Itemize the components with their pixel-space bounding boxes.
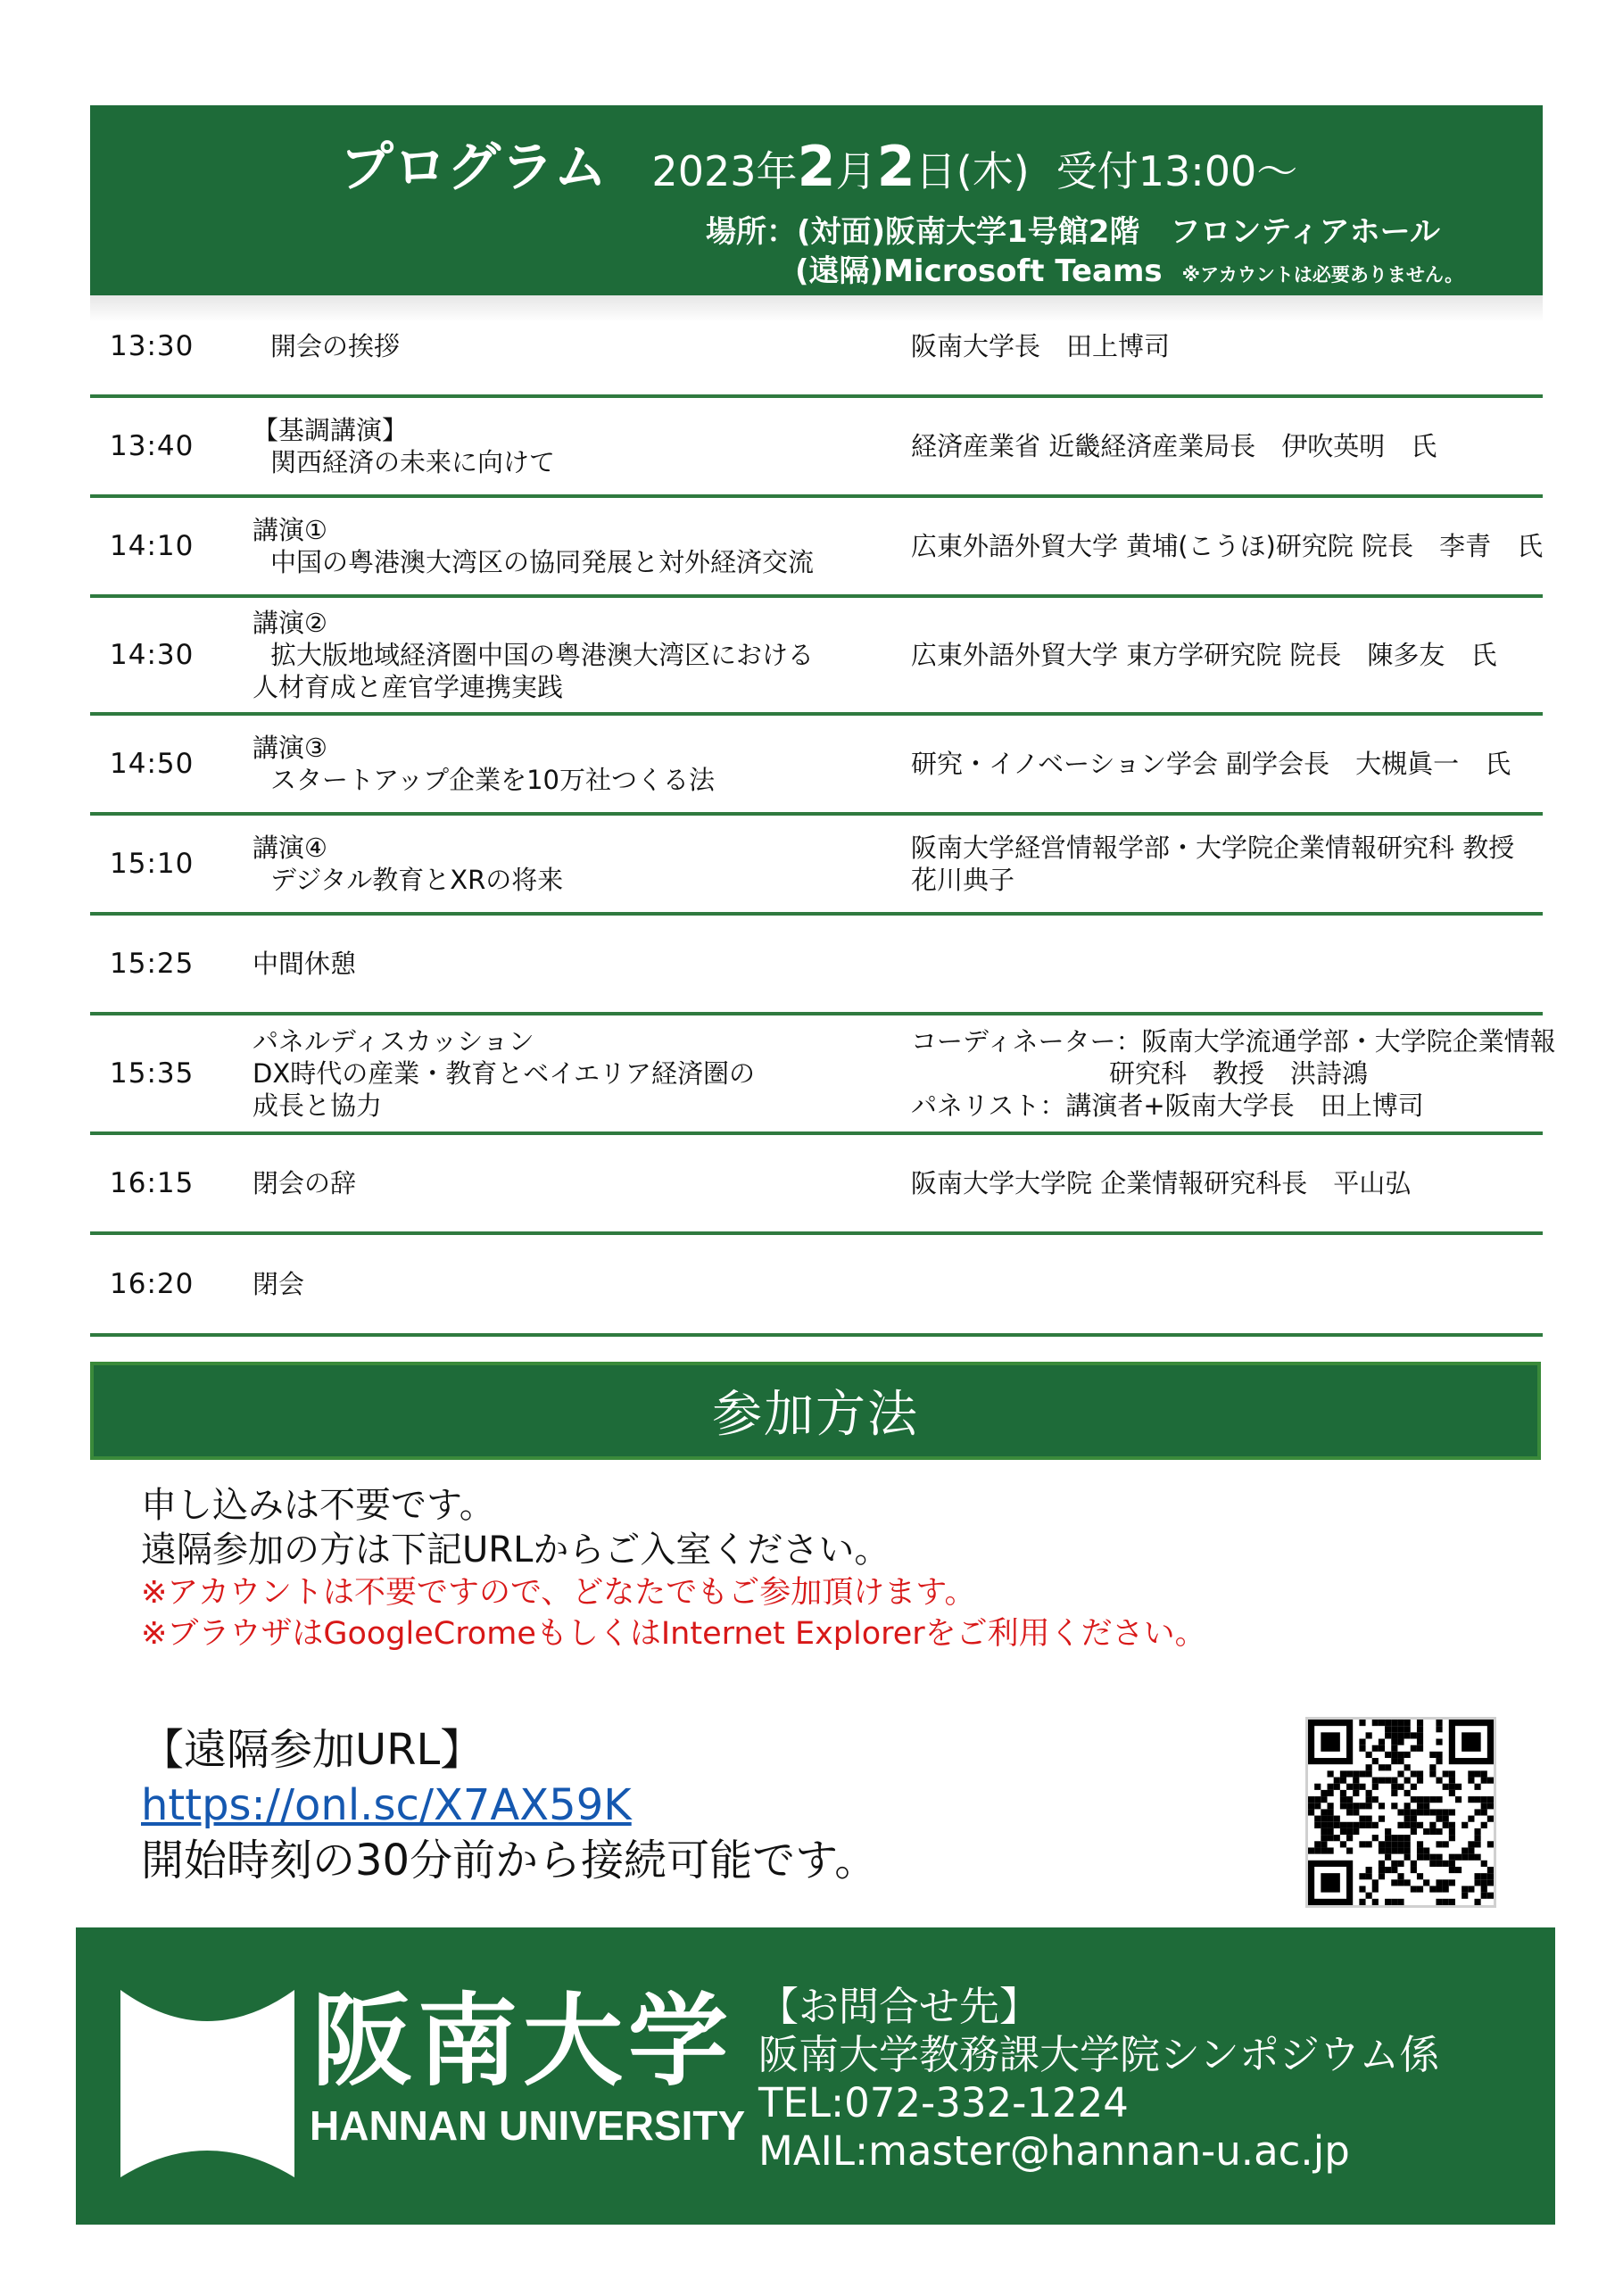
program-header — [90, 105, 1543, 295]
row-speaker — [911, 832, 1514, 896]
row-title-wrap — [253, 1268, 304, 1300]
venue-remote-line — [706, 252, 1463, 294]
venue-note: ※アカウントは必要ありません。 — [1181, 264, 1464, 286]
row-time: 13:40 — [110, 430, 195, 462]
row-time: 16:15 — [110, 1167, 195, 1199]
row-label: 講演④ — [253, 833, 327, 863]
participation-line: 遠隔参加の方は下記URLからご入室ください。 — [141, 1529, 890, 1571]
row-title-wrap — [253, 330, 400, 362]
program-title: プログラム — [340, 137, 608, 199]
date-month-suffix: 月 — [835, 147, 877, 195]
speaker-line: 阪南大学経営情報学部・大学院企業情報研究科 教授 — [911, 833, 1515, 863]
row-title: 中間休憩 — [253, 949, 357, 979]
speaker-line: パネリスト：講演者+阪南大学長 田上博司 — [911, 1090, 1424, 1121]
remote-url-link[interactable]: https://onl.sc/X7AX59K — [141, 1780, 632, 1830]
speaker-line: 研究・イノベーション学会 副学会長 大槻眞一 氏 — [911, 749, 1511, 779]
reception-time: 受付13:00～ — [1056, 147, 1298, 195]
participation-note: ※ブラウザはGoogleCromeもしくはInternet Explorerをご利用ください。 — [141, 1616, 1206, 1652]
qr-code[interactable] — [1305, 1717, 1496, 1908]
date-day: 2 — [876, 134, 915, 199]
contact-mail[interactable]: MAIL:master@hannan-u.ac.jp — [758, 2127, 1350, 2175]
program-title-line — [340, 125, 1297, 202]
venue-remote: (遠隔)Microsoft Teams — [795, 253, 1163, 289]
row-title: 関西経済の未来に向けて — [270, 447, 556, 477]
row-title: 中国の粤港澳大湾区の協同発展と対外経済交流 — [270, 547, 815, 577]
participation-body — [141, 1483, 1206, 1654]
hannan-logo-icon — [120, 1990, 294, 2177]
speaker-line: 花川典子 — [911, 865, 1015, 895]
schedule-row — [90, 598, 1543, 716]
row-title-wrap — [253, 732, 715, 796]
schedule-row — [90, 816, 1543, 916]
schedule-table — [90, 298, 1556, 1337]
row-title-cont: 人材育成と産官学連携実践 — [253, 672, 564, 702]
schedule-row — [90, 498, 1543, 598]
row-title: 拡大版地域経済圏中国の粤港澳大湾区における — [270, 640, 815, 670]
qr-code-icon — [1308, 1720, 1494, 1905]
participation-heading: 参加方法 — [90, 1362, 1541, 1460]
row-time: 16:20 — [110, 1268, 195, 1300]
row-label: 講演③ — [253, 733, 327, 763]
row-title-wrap — [253, 832, 563, 896]
venue-onsite: 場所：(対面)阪南大学1号館2階 フロンティアホール — [706, 214, 1440, 250]
speaker-line: 研究科 教授 洪詩鴻 — [1109, 1058, 1369, 1089]
row-title: 開会の挨拶 — [270, 331, 401, 361]
row-time: 15:35 — [110, 1057, 195, 1090]
row-time: 15:10 — [110, 848, 195, 880]
row-label: 講演② — [253, 608, 327, 638]
logo-text-jp: 阪南大学 — [312, 1984, 733, 2100]
participation-line: 申し込みは不要です。 — [141, 1485, 495, 1526]
footer — [76, 1927, 1555, 2225]
row-title: 閉会 — [253, 1269, 305, 1299]
row-title-wrap — [253, 1025, 755, 1122]
row-label: パネルディスカッション — [253, 1026, 534, 1057]
date-month: 2 — [797, 134, 836, 199]
row-time: 14:30 — [110, 639, 195, 671]
venue — [706, 212, 1463, 294]
url-note: 開始時刻の30分前から接続可能です。 — [141, 1836, 878, 1886]
date-day-suffix: 日(木) — [915, 147, 1030, 195]
row-title-wrap — [253, 1167, 356, 1199]
row-title-wrap — [253, 607, 814, 703]
row-speaker — [911, 1025, 1556, 1122]
schedule-row — [90, 298, 1543, 398]
row-time: 14:50 — [110, 748, 195, 780]
row-speaker — [911, 639, 1496, 671]
row-label: 【基調講演】 — [253, 415, 409, 445]
row-speaker — [911, 748, 1511, 780]
contact-dept: 阪南大学教務課大学院シンポジウム係 — [758, 2031, 1440, 2078]
row-label: 講演① — [253, 515, 327, 545]
speaker-line: コーディネーター：阪南大学流通学部・大学院企業情報 — [911, 1026, 1556, 1057]
row-speaker — [911, 1167, 1411, 1199]
remote-url-block — [141, 1722, 877, 1888]
schedule-row — [90, 716, 1543, 816]
schedule-row — [90, 1135, 1543, 1235]
schedule-row — [90, 1015, 1556, 1135]
speaker-line: 経済産業省 近畿経済産業局長 伊吹英明 氏 — [911, 431, 1437, 461]
row-time: 13:30 — [110, 330, 195, 362]
row-speaker — [911, 530, 1543, 562]
row-title: スタートアップ企業を10万社つくる法 — [270, 765, 716, 795]
row-speaker — [911, 430, 1437, 462]
participation-note: ※アカウントは不要ですので、どなたでもご参加頂けます。 — [141, 1575, 976, 1611]
schedule-row — [90, 1235, 1543, 1337]
row-title-wrap — [253, 948, 356, 980]
speaker-line: 阪南大学長 田上博司 — [911, 331, 1171, 361]
speaker-line: 阪南大学大学院 企業情報研究科長 平山弘 — [911, 1168, 1412, 1198]
contact-info — [758, 1983, 1439, 2176]
row-title-cont: 成長と協力 — [253, 1090, 383, 1121]
schedule-row — [90, 398, 1543, 498]
row-title: デジタル教育とXRの将来 — [270, 865, 564, 895]
url-heading: 【遠隔参加URL】 — [141, 1725, 484, 1775]
row-title-wrap — [253, 414, 555, 478]
row-time: 15:25 — [110, 948, 195, 980]
contact-tel[interactable]: TEL:072-332-1224 — [758, 2079, 1129, 2126]
speaker-line: 広東外語外貿大学 黄埔(こうほ)研究院 院長 李青 氏 — [911, 531, 1544, 561]
logo-text-en: HANNAN UNIVERSITY — [310, 2102, 746, 2149]
row-speaker — [911, 330, 1170, 362]
row-title: 閉会の辞 — [253, 1168, 357, 1198]
contact-heading: 【お問合せ先】 — [758, 1983, 1040, 2030]
schedule-row — [90, 916, 1543, 1015]
date-year: 2023年 — [651, 147, 798, 195]
row-title: DX時代の産業・教育とベイエリア経済圏の — [253, 1058, 756, 1089]
row-title-wrap — [253, 514, 814, 578]
row-time: 14:10 — [110, 530, 195, 562]
speaker-line: 広東外語外貿大学 東方学研究院 院長 陳多友 氏 — [911, 640, 1497, 670]
